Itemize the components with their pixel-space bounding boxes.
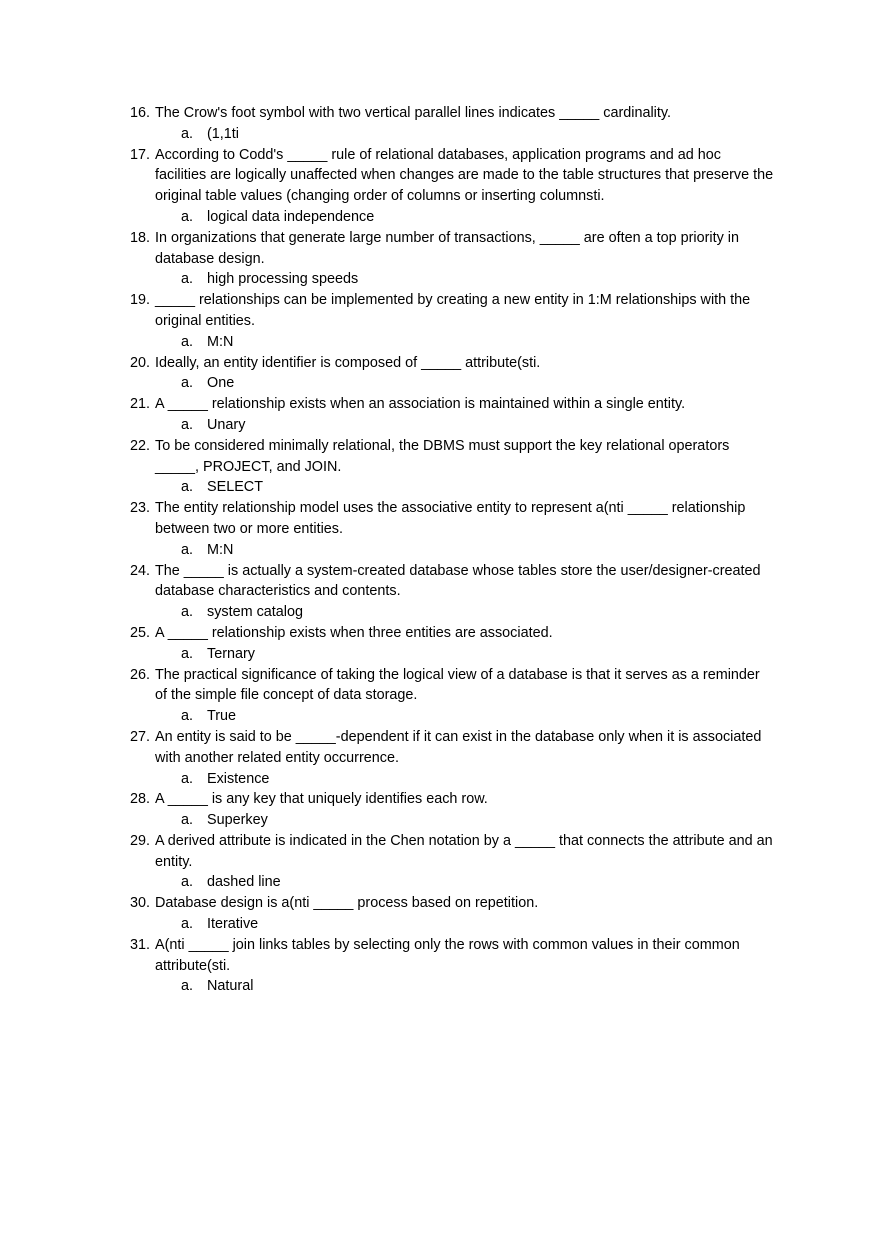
answer-item <box>120 769 775 790</box>
answer-letter: a. <box>181 541 194 558</box>
question-number: 26. <box>129 666 150 683</box>
question-item <box>120 228 775 270</box>
answer-text: dashed line <box>207 874 281 891</box>
question-number: 16. <box>129 105 150 121</box>
answer-item <box>120 706 775 727</box>
question-item <box>120 561 775 603</box>
answer-letter: a. <box>181 645 194 662</box>
answer-letter: a. <box>181 208 194 225</box>
question-item <box>120 935 775 977</box>
answer-letter: a. <box>181 604 194 621</box>
answer-item <box>120 540 775 561</box>
question-number: 20. <box>129 354 150 371</box>
answer-item <box>120 124 775 145</box>
answer-letter: a. <box>181 416 194 433</box>
answer-text: Existence <box>207 770 270 787</box>
answer-item <box>120 914 775 935</box>
question-text: To be considered minimally relational, the DBMS must support the key relational operators _____, PROJECT, and JOIN. <box>155 437 730 475</box>
question-number: 30. <box>129 895 150 912</box>
question-number: 23. <box>129 500 150 517</box>
answer-text: M:N <box>207 333 234 350</box>
question-text: The practical significance of taking the logical view of a database is that it serves as a reminder of the simple file concept of data storage. <box>155 666 760 704</box>
answer-item <box>120 332 775 353</box>
answer-item <box>120 373 775 394</box>
answer-text: Ternary <box>207 645 255 662</box>
question-number: 28. <box>129 791 150 808</box>
answer-text: system catalog <box>207 604 303 621</box>
question-text: In organizations that generate large number of transactions, _____ are often a top priority in database design. <box>155 229 739 267</box>
question-number: 21. <box>129 396 150 413</box>
question-text: The _____ is actually a system-created database whose tables store the user/designer-created database characteristics and contents. <box>155 562 761 600</box>
answer-item <box>120 477 775 498</box>
question-number: 29. <box>129 832 150 849</box>
question-item <box>120 436 775 478</box>
question-text: The entity relationship model uses the associative entity to represent a(nti _____ relationship between two or more entities. <box>155 500 746 537</box>
question-text: An entity is said to be _____-dependent if it can exist in the database only when it is associated with another related entity occurrence. <box>155 728 762 766</box>
question-item <box>120 103 775 124</box>
answer-item <box>120 415 775 436</box>
answer-letter: a. <box>181 770 194 787</box>
question-item <box>120 145 775 207</box>
question-item <box>120 623 775 644</box>
answer-letter: a. <box>181 916 194 933</box>
question-number: 18. <box>129 229 150 246</box>
question-number: 25. <box>129 624 150 641</box>
answer-text: Iterative <box>207 916 259 933</box>
question-text: A _____ relationship exists when an association is maintained within a single entity. <box>155 396 686 413</box>
question-text: Ideally, an entity identifier is composed of _____ attribute(sti. <box>155 354 541 371</box>
answer-letter: a. <box>181 874 194 891</box>
answer-text: Natural <box>207 978 254 995</box>
question-text: _____ relationships can be implemented by creating a new entity in 1:M relationships with the original entities. <box>155 292 751 329</box>
question-text: A(nti _____ join links tables by selecting only the rows with common values in their common attribute(sti. <box>155 936 740 974</box>
answer-letter: a. <box>181 708 194 725</box>
question-text: A derived attribute is indicated in the Chen notation by a _____ that connects the attribute and an entity. <box>155 832 773 870</box>
question-number: 31. <box>129 936 150 953</box>
question-item <box>120 831 775 873</box>
answer-text: One <box>207 375 235 392</box>
answer-text: Superkey <box>207 812 268 829</box>
question-item <box>120 498 775 540</box>
question-text: A _____ is any key that uniquely identifies each row. <box>155 791 488 808</box>
question-item <box>120 893 775 914</box>
question-text: A _____ relationship exists when three entities are associated. <box>155 624 553 641</box>
answer-text: logical data independence <box>207 208 375 225</box>
question-item <box>120 789 775 810</box>
answer-letter: a. <box>181 812 194 829</box>
answer-text: M:N <box>207 541 234 558</box>
answer-letter: a. <box>181 978 194 995</box>
answer-text: (1,1ti <box>207 125 239 142</box>
answer-item <box>120 810 775 831</box>
answer-text: True <box>207 708 237 725</box>
question-number: 24. <box>129 562 150 579</box>
question-number: 19. <box>129 292 150 309</box>
answer-item <box>120 644 775 665</box>
answer-letter: a. <box>181 271 194 288</box>
answer-item <box>120 602 775 623</box>
answer-item <box>120 207 775 228</box>
question-item <box>120 290 775 332</box>
answer-text: Unary <box>207 416 246 433</box>
answer-letter: a. <box>181 125 194 142</box>
question-number: 22. <box>129 437 150 454</box>
answer-text: high processing speeds <box>207 271 359 288</box>
question-text: The Crow's foot symbol with two vertical parallel lines indicates _____ cardinality. <box>155 105 671 121</box>
question-item <box>120 727 775 769</box>
answer-item <box>120 976 775 997</box>
answer-item <box>120 269 775 290</box>
question-number: 27. <box>129 728 150 745</box>
answer-text: SELECT <box>207 479 263 496</box>
question-text: According to Codd's _____ rule of relational databases, application programs and ad hoc facilities are logically unaffected when changes are made to the table structures that preserve the original table values (changing order of columns or inserting columnsti. <box>155 146 774 205</box>
question-number: 17. <box>129 146 150 163</box>
question-item <box>120 353 775 374</box>
answer-letter: a. <box>181 333 194 350</box>
question-text: Database design is a(nti _____ process based on repetition. <box>155 895 539 912</box>
question-item <box>120 665 775 707</box>
question-item <box>120 394 775 415</box>
answer-item <box>120 872 775 893</box>
question-list <box>120 103 775 997</box>
answer-letter: a. <box>181 375 194 392</box>
answer-letter: a. <box>181 479 194 496</box>
